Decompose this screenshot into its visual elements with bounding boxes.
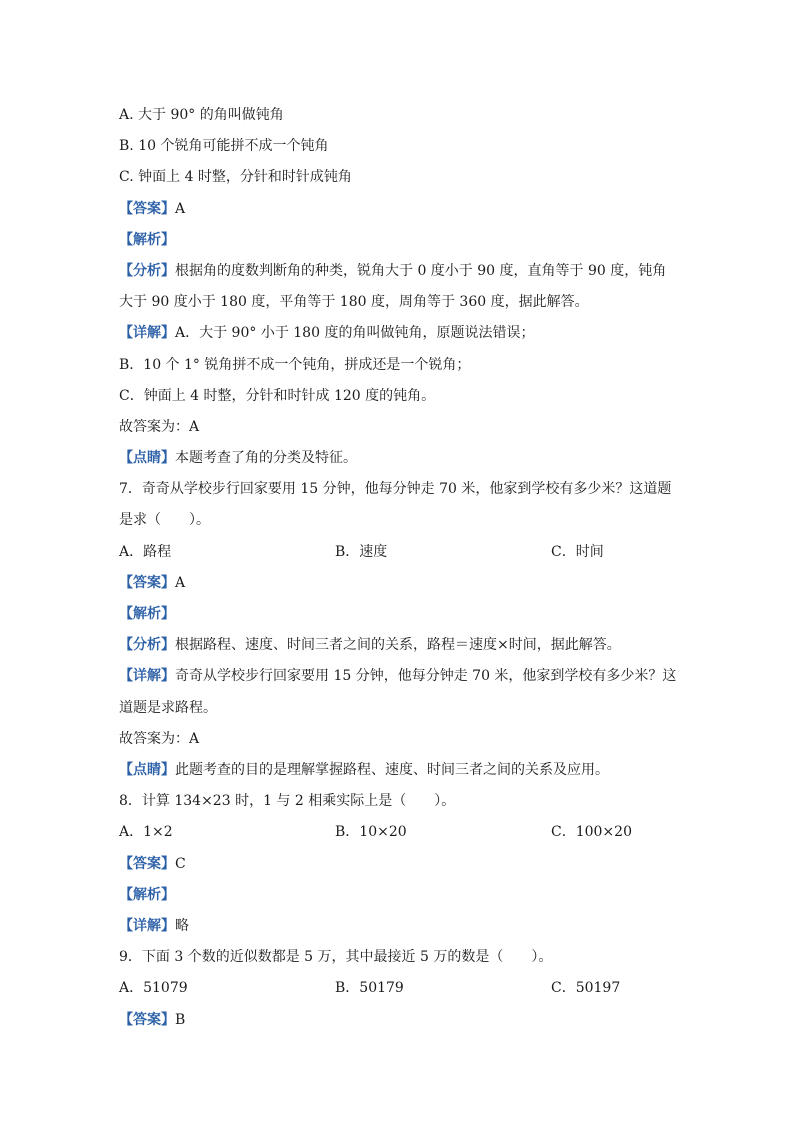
fenxi-tag: 【分析】 xyxy=(119,637,175,654)
analysis-tag: 【解析】 xyxy=(119,886,175,903)
answer-value: B xyxy=(175,1011,186,1028)
dianjing-line xyxy=(119,443,679,474)
answer-value: A xyxy=(175,574,186,591)
final-answer: 故答案为：A xyxy=(119,418,200,435)
question-8-options xyxy=(119,817,679,848)
answer-line xyxy=(119,568,679,599)
xiangjie-tag: 【详解】 xyxy=(119,917,175,934)
option-a: A．51079 xyxy=(119,980,188,997)
option-c: C. 钟面上 4 时整，分针和时针成钝角 xyxy=(119,169,352,186)
analysis-line xyxy=(119,599,679,630)
answer-value: A xyxy=(175,200,186,217)
answer-line xyxy=(119,1005,679,1036)
answer-tag: 【答案】 xyxy=(119,855,175,872)
answer-tag: 【答案】 xyxy=(119,574,175,591)
xiangjie-tag: 【详解】 xyxy=(119,325,175,342)
xiangjie-paragraph xyxy=(119,661,679,723)
option-a: A. 大于 90° 的角叫做钝角 xyxy=(119,107,284,123)
question-7: 7．奇奇从学校步行回家要用 15 分钟，他每分钟走 70 米，他家到学校有多少米？这道题是求（ ）。 xyxy=(119,481,672,529)
xiangjie-text: 奇奇从学校步行回家要用 15 分钟，他每分钟走 70 米，他家到学校有多少米？这道题是求路程。 xyxy=(119,668,677,716)
option-a: A．路程 xyxy=(119,543,172,560)
fenxi-text: 根据路程、速度、时间三者之间的关系，路程＝速度×时间，据此解答。 xyxy=(175,637,621,654)
dianjing-text: 此题考查的目的是理解掌握路程、速度、时间三者之间的关系及应用。 xyxy=(175,762,609,779)
analysis-tag: 【解析】 xyxy=(119,231,175,248)
dianjing-line xyxy=(119,755,679,786)
dianjing-tag: 【点睛】 xyxy=(119,450,175,467)
answer-value: C xyxy=(175,855,186,872)
option-c: C．100×20 xyxy=(551,824,632,841)
option-b: B．10×20 xyxy=(335,824,407,841)
question-7-options xyxy=(119,537,679,568)
final-answer: 故答案为：A xyxy=(119,730,200,747)
xiangjie-line xyxy=(119,318,679,349)
xiangjie-line-2: B．10 个 1° 锐角拼不成一个钝角，拼成还是一个锐角； xyxy=(119,356,471,373)
option-c: C．时间 xyxy=(551,543,604,560)
option-b: B. 10 个锐角可能拼不成一个钝角 xyxy=(119,138,329,155)
fenxi-paragraph xyxy=(119,256,679,318)
dianjing-text: 本题考查了角的分类及特征。 xyxy=(175,450,357,467)
fenxi-tag: 【分析】 xyxy=(119,262,175,279)
analysis-line xyxy=(119,880,679,911)
question-9-options xyxy=(119,973,679,1004)
option-c: C．50197 xyxy=(551,980,621,997)
analysis-tag: 【解析】 xyxy=(119,606,175,623)
answer-tag: 【答案】 xyxy=(119,1011,175,1028)
xiangjie-tag: 【详解】 xyxy=(119,668,175,685)
fenxi-line xyxy=(119,630,679,661)
xiangjie-line-3: C．钟面上 4 时整，分针和时针成 120 度的钝角。 xyxy=(119,387,436,404)
xiangjie-line xyxy=(119,911,679,942)
document-content xyxy=(119,100,679,1036)
answer-line xyxy=(119,849,679,880)
xiangjie-text: 略 xyxy=(175,917,189,934)
answer-tag: 【答案】 xyxy=(119,200,175,217)
answer-line xyxy=(119,194,679,225)
question-8: 8．计算 134×23 时，1 与 2 相乘实际上是（ ）。 xyxy=(119,793,456,810)
analysis-line xyxy=(119,225,679,256)
option-b: B．50179 xyxy=(335,980,404,997)
question-9: 9．下面 3 个数的近似数都是 5 万，其中最接近 5 万的数是（ ）。 xyxy=(119,949,553,966)
option-b: B．速度 xyxy=(335,543,388,560)
dianjing-tag: 【点睛】 xyxy=(119,762,175,779)
fenxi-text: 根据角的度数判断角的种类，锐角大于 0 度小于 90 度，直角等于 90 度，钝角大于 90 度小于 180 度，平角等于 180 度，周角等于 360 度，据此解答。 xyxy=(119,262,667,311)
xiangjie-text: A．大于 90° 小于 180 度的角叫做钝角，原题说法错误； xyxy=(175,325,535,342)
option-a: A．1×2 xyxy=(119,824,173,841)
